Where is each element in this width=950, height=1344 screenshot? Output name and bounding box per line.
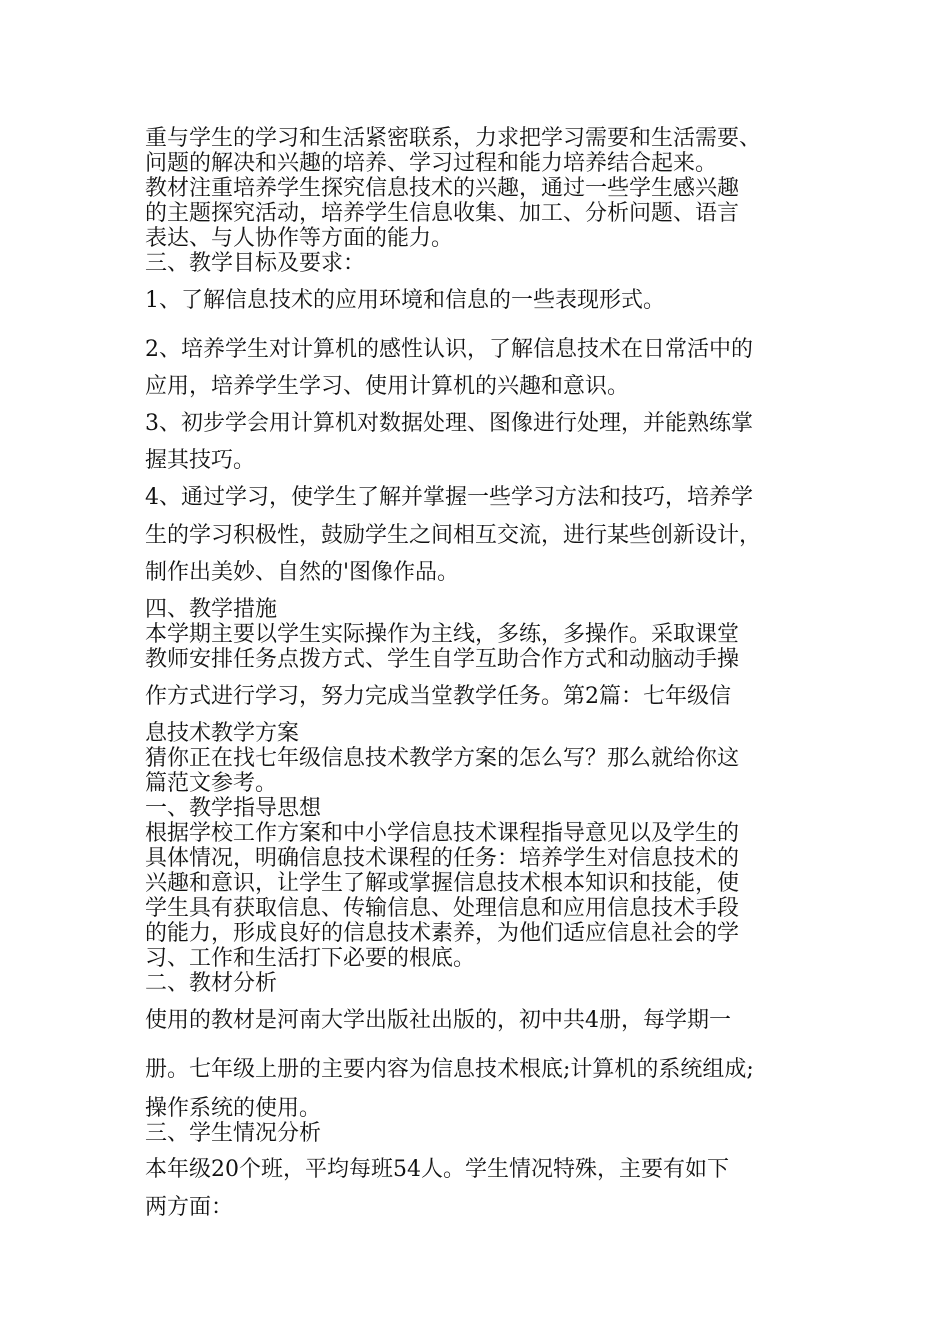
text-line: 根据学校工作方案和中小学信息技术课程指导意见以及学生的 bbox=[145, 821, 740, 846]
text-line: 息技术教学方案 bbox=[145, 721, 300, 746]
section-heading: 一、教学指导思想 bbox=[145, 796, 322, 821]
text-line: 习、工作和生活打下必要的根底。 bbox=[145, 946, 476, 971]
text-line: 问题的解决和兴趣的培养、学习过程和能力培养结合起来。 bbox=[145, 151, 718, 176]
text-line: 教材注重培养学生探究信息技术的兴趣，通过一些学生感兴趣 bbox=[145, 176, 740, 201]
text-line: 猜你正在找七年级信息技术教学方案的怎么写？那么就给你这 bbox=[145, 746, 740, 771]
section-heading: 三、教学目标及要求： bbox=[145, 251, 366, 276]
text-line: 应用，培养学生学习、使用计算机的兴趣和意识。 bbox=[145, 374, 630, 399]
text-line: 本年级20个班，平均每班54人。学生情况特殊，主要有如下 bbox=[145, 1157, 729, 1182]
text-line: 篇范文参考。 bbox=[145, 771, 278, 796]
text-line: 使用的教材是河南大学出版社出版的，初中共4册，每学期一 bbox=[145, 1008, 731, 1033]
section-heading: 三、学生情况分析 bbox=[145, 1121, 322, 1146]
text-line: 两方面： bbox=[145, 1195, 234, 1220]
text-line: 生的学习积极性，鼓励学生之间相互交流，进行某些创新设计， bbox=[145, 523, 762, 548]
list-item: 3、初步学会用计算机对数据处理、图像进行处理，并能熟练掌 bbox=[145, 411, 753, 436]
list-item: 4、通过学习，使学生了解并掌握一些学习方法和技巧，培养学 bbox=[145, 485, 753, 510]
text-line: 具体情况，明确信息技术课程的任务：培养学生对信息技术的 bbox=[145, 846, 740, 871]
text-line: 的能力，形成良好的信息技术素养，为他们适应信息社会的学 bbox=[145, 921, 740, 946]
text-line: 作方式进行学习，努力完成当堂教学任务。第2篇：七年级信 bbox=[145, 684, 731, 709]
section-heading: 四、教学措施 bbox=[145, 597, 278, 622]
text-line: 操作系统的使用。 bbox=[145, 1096, 322, 1121]
text-line: 学生具有获取信息、传输信息、处理信息和应用信息技术手段 bbox=[145, 896, 740, 921]
text-line: 册。七年级上册的主要内容为信息技术根底;计算机的系统组成; bbox=[145, 1057, 754, 1082]
text-line: 兴趣和意识，让学生了解或掌握信息技术根本知识和技能，使 bbox=[145, 871, 740, 896]
section-heading: 二、教材分析 bbox=[145, 971, 278, 996]
list-item: 1、了解信息技术的应用环境和信息的一些表现形式。 bbox=[145, 288, 665, 313]
text-line: 本学期主要以学生实际操作为主线，多练，多操作。采取课堂 bbox=[145, 622, 740, 647]
text-line: 教师安排任务点拨方式、学生自学互助合作方式和动脑动手操 bbox=[145, 647, 740, 672]
text-line: 的主题探究活动，培养学生信息收集、加工、分析问题、语言 bbox=[145, 201, 740, 226]
list-item: 2、培养学生对计算机的感性认识，了解信息技术在日常活中的 bbox=[145, 337, 753, 362]
text-line: 握其技巧。 bbox=[145, 448, 256, 473]
text-line: 表达、与人协作等方面的能力。 bbox=[145, 226, 454, 251]
text-line: 重与学生的学习和生活紧密联系，力求把学习需要和生活需要、 bbox=[145, 126, 762, 151]
text-line: 制作出美妙、自然的'图像作品。 bbox=[145, 560, 460, 585]
